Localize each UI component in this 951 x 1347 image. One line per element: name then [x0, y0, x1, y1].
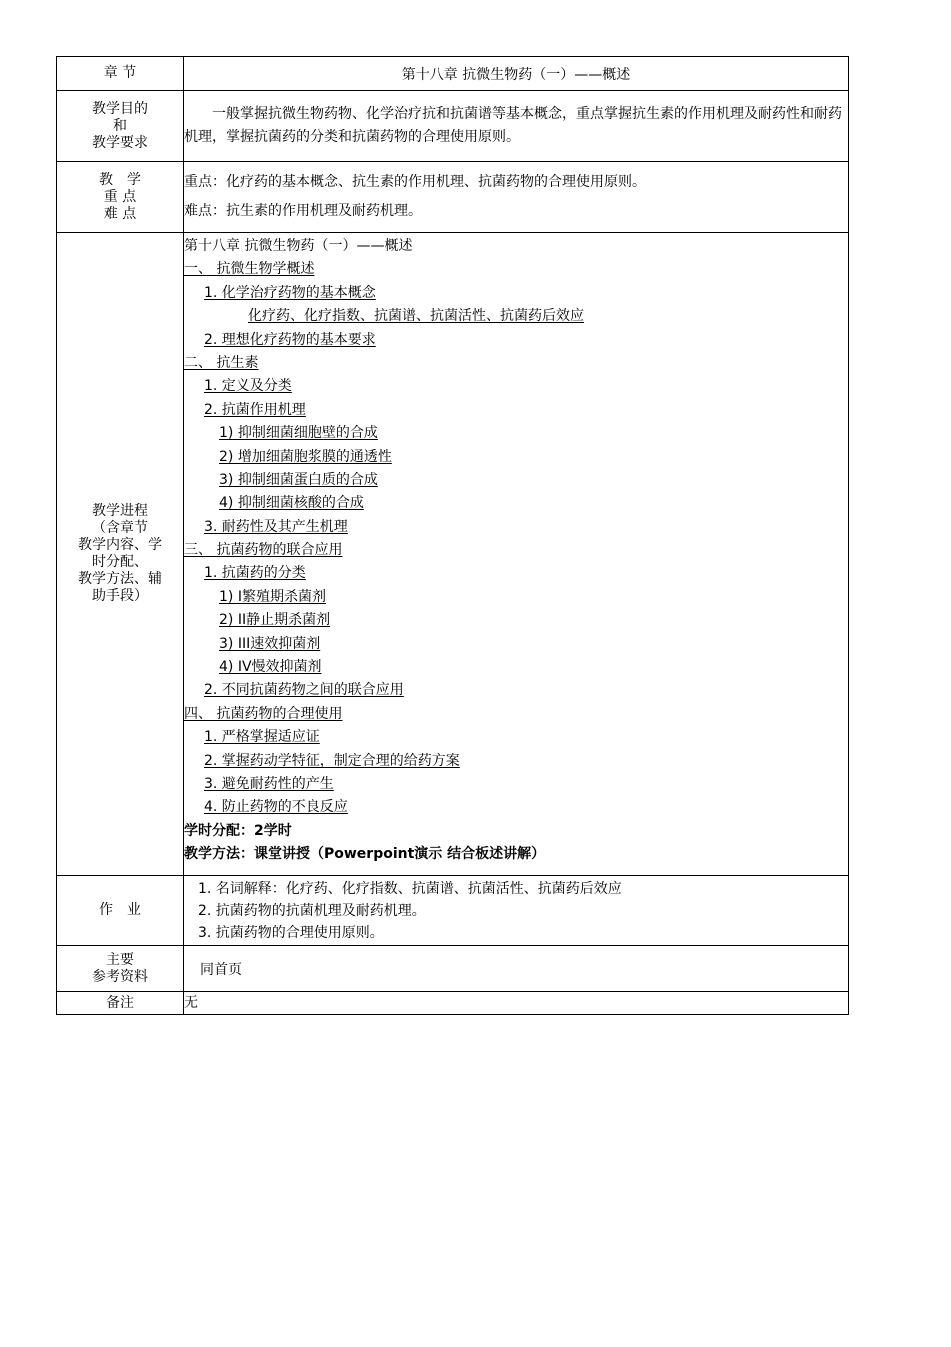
outline-subsection: 4. 防止药物的不良反应: [204, 799, 348, 816]
teaching-method: 教学方法：课堂讲授（Powerpoint演示 结合板述讲解）: [184, 846, 546, 863]
goal-content: [184, 91, 849, 162]
outline-subsection: 3. 耐药性及其产生机理: [204, 518, 348, 535]
key-label-line: 重 点: [103, 188, 137, 205]
references-row: [57, 946, 849, 992]
outline-subsection: 2. 理想化疗药物的基本要求: [204, 331, 376, 348]
outline-subsection: 2. 抗菌作用机理: [204, 401, 306, 418]
outline-item: 1) 抑制细菌细胞壁的合成: [219, 425, 378, 442]
progress-row: [57, 233, 849, 876]
goal-row: [57, 91, 849, 162]
outline-item: 3) III速效抑菌剂: [219, 635, 321, 652]
goal-text: 一般掌握抗微生物药物、化学治疗抗和抗菌谱等基本概念，重点掌握抗生素的作用机理及耐药性和耐药机理，掌握抗菌药的分类和抗菌药物的合理使用原则。: [184, 106, 842, 145]
hours-allocation: 学时分配：2学时: [184, 822, 292, 839]
progress-label-line: 教学方法、辅: [78, 571, 162, 587]
notes-value: 无: [184, 992, 849, 1015]
outline-item: 4) IV慢效抑菌剂: [219, 659, 322, 676]
outline-subsection: 2. 掌握药动学特征，制定合理的给药方案: [204, 752, 460, 769]
goal-label-line: 和: [113, 117, 127, 134]
outline-item: 2) II静止期杀菌剂: [219, 612, 331, 629]
outline-subsection: 1. 化学治疗药物的基本概念: [204, 284, 376, 301]
outline-detail: 化疗药、化疗指数、抗菌谱、抗菌活性、抗菌药后效应: [248, 308, 584, 325]
key-point-text: 重点：化疗药的基本概念、抗生素的作用机理、抗菌药物的合理使用原则。: [184, 174, 646, 190]
homework-item: 2. 抗菌药物的抗菌机理及耐药机理。: [198, 902, 426, 919]
progress-label-line: 教学内容、学: [78, 537, 162, 553]
goal-label: [57, 91, 184, 162]
homework-content: [184, 876, 849, 946]
references-label: [57, 946, 184, 992]
key-label-line: 教 学: [99, 171, 141, 188]
outline-subsection: 3. 避免耐药性的产生: [204, 775, 334, 792]
chapter-title: 第十八章 抗微生物药（一）——概述: [184, 57, 849, 91]
outline-section: 一、 抗微生物学概述: [184, 261, 315, 278]
notes-label: 备注: [57, 992, 184, 1015]
progress-content: [184, 233, 849, 876]
chapter-label: 章 节: [57, 57, 184, 91]
outline: [184, 235, 848, 867]
progress-label-line: 助手段）: [92, 588, 148, 604]
outline-item: 2) 增加细菌胞浆膜的通透性: [219, 448, 392, 465]
outline-title: 第十八章 抗微生物药（一）——概述: [184, 238, 413, 254]
goal-label-line: 教学要求: [92, 134, 148, 151]
lesson-plan-table: [56, 56, 849, 1015]
progress-label-line: 时分配、: [92, 554, 148, 570]
outline-subsection: 2. 不同抗菌药物之间的联合应用: [204, 682, 404, 699]
progress-label: [57, 233, 184, 876]
chapter-row: [57, 57, 849, 91]
goal-label-line: 教学目的: [92, 100, 148, 117]
references-content: [184, 946, 849, 992]
notes-row: [57, 992, 849, 1015]
homework-item: 3. 抗菌药物的合理使用原则。: [198, 924, 384, 941]
progress-label-line: （含章节: [92, 520, 148, 536]
outline-section: 三、 抗菌药物的联合应用: [184, 542, 343, 559]
key-points-label: [57, 162, 184, 233]
homework-label: 作 业: [57, 876, 184, 946]
difficulty-text: 难点：抗生素的作用机理及耐药机理。: [184, 203, 422, 219]
outline-item: 1) I繁殖期杀菌剂: [219, 588, 326, 605]
outline-subsection: 1. 抗菌药的分类: [204, 565, 306, 582]
key-points-content: [184, 162, 849, 233]
homework-row: [57, 876, 849, 946]
references-label-line: 主要: [106, 951, 134, 968]
key-label-line: 难 点: [103, 205, 137, 222]
progress-label-line: 教学进程: [92, 503, 148, 519]
outline-section: 四、 抗菌药物的合理使用: [184, 705, 343, 722]
key-points-row: [57, 162, 849, 233]
homework-item: 1. 名词解释：化疗药、化疗指数、抗菌谱、抗菌活性、抗菌药后效应: [198, 880, 622, 897]
outline-subsection: 1. 定义及分类: [204, 378, 292, 395]
outline-item: 3) 抑制细菌蛋白质的合成: [219, 471, 378, 488]
outline-section: 二、 抗生素: [184, 354, 259, 371]
references-value: 同首页: [200, 961, 242, 978]
outline-subsection: 1. 严格掌握适应证: [204, 729, 320, 746]
references-label-line: 参考资料: [92, 968, 148, 985]
outline-item: 4) 抑制细菌核酸的合成: [219, 495, 364, 512]
